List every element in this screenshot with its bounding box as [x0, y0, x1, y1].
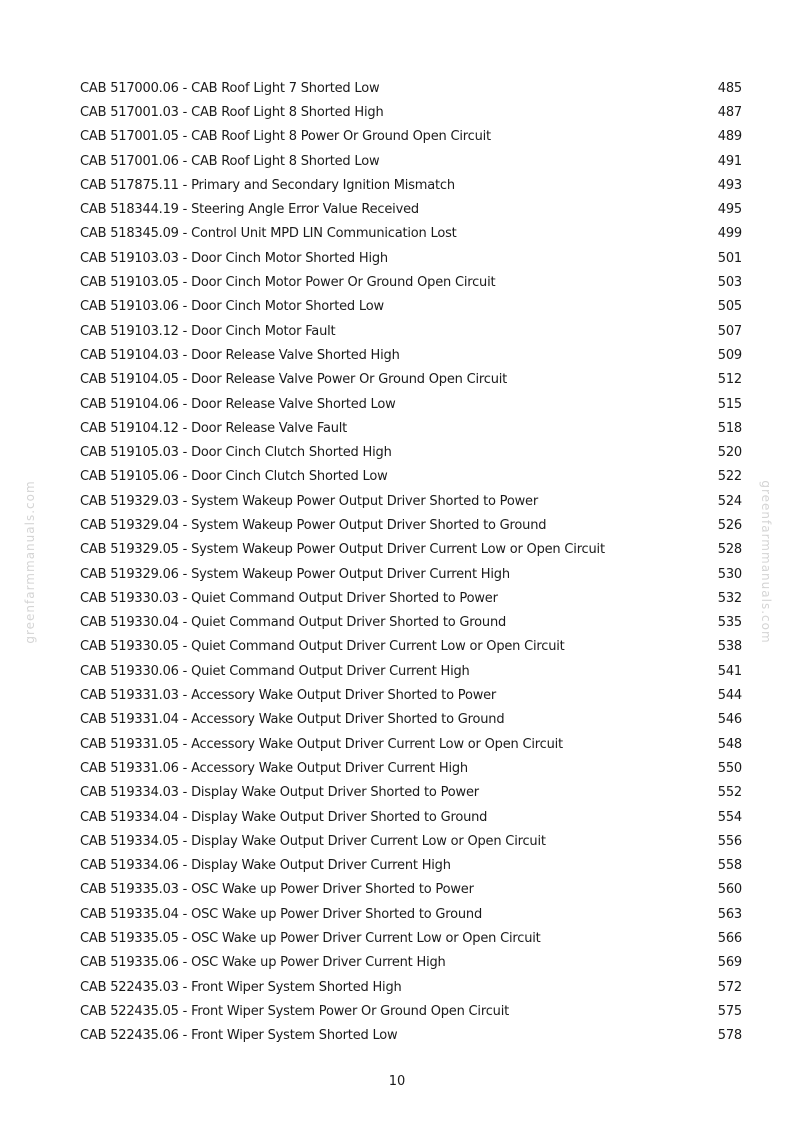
toc-entry[interactable]: [80, 902, 742, 926]
toc-entry-page: 569: [717, 955, 742, 971]
toc-entry-page: 503: [717, 275, 742, 291]
toc-entry[interactable]: [80, 489, 742, 513]
toc-entry-title: CAB 518345.09 - Control Unit MPD LIN Communication Lost: [80, 226, 457, 242]
toc-entry[interactable]: [80, 732, 742, 756]
toc-entry[interactable]: [80, 440, 742, 464]
toc-entry-page: 578: [717, 1028, 742, 1044]
toc-entry-page: 532: [717, 590, 742, 606]
toc-entry-title: CAB 519105.06 - Door Cinch Clutch Shorted Low: [80, 469, 388, 485]
toc-entry[interactable]: [80, 1024, 742, 1048]
toc-entry-title: CAB 517875.11 - Primary and Secondary Ignition Mismatch: [80, 177, 455, 193]
toc-entry-page: 509: [717, 347, 742, 363]
toc-entry[interactable]: [80, 708, 742, 732]
toc-entry[interactable]: [80, 125, 742, 149]
toc-entry-title: CAB 519330.05 - Quiet Command Output Driver Current Low or Open Circuit: [80, 639, 565, 655]
toc-entry-title: CAB 519330.03 - Quiet Command Output Driver Shorted to Power: [80, 590, 498, 606]
toc-entry-title: CAB 517001.05 - CAB Roof Light 8 Power Or Ground Open Circuit: [80, 129, 491, 145]
toc-entry[interactable]: [80, 635, 742, 659]
toc-entry[interactable]: [80, 829, 742, 853]
toc-entry[interactable]: [80, 149, 742, 173]
toc-entry-page: 518: [717, 420, 742, 436]
toc-entry-title: CAB 519335.05 - OSC Wake up Power Driver Current Low or Open Circuit: [80, 931, 541, 947]
toc-entry-title: CAB 519104.05 - Door Release Valve Power Or Ground Open Circuit: [80, 372, 508, 388]
toc-entry-title: CAB 519329.05 - System Wakeup Power Output Driver Current Low or Open Circuit: [80, 542, 605, 558]
toc-entry-title: CAB 518344.19 - Steering Angle Error Value Received: [80, 202, 419, 218]
toc-entry-title: CAB 519103.05 - Door Cinch Motor Power Or Ground Open Circuit: [80, 275, 496, 291]
toc-entry[interactable]: [80, 295, 742, 319]
toc-entry-page: 541: [717, 663, 742, 679]
toc-entry[interactable]: [80, 222, 742, 246]
toc-entry[interactable]: [80, 659, 742, 683]
toc-entry-title: CAB 519103.06 - Door Cinch Motor Shorted Low: [80, 299, 384, 315]
toc-entry[interactable]: [80, 854, 742, 878]
toc-entry[interactable]: [80, 999, 742, 1023]
toc-entry-title: CAB 519334.05 - Display Wake Output Driver Current Low or Open Circuit: [80, 833, 546, 849]
table-of-contents: [80, 76, 742, 1048]
toc-entry-page: 566: [717, 931, 742, 947]
toc-entry-title: CAB 517001.03 - CAB Roof Light 8 Shorted High: [80, 104, 384, 120]
toc-entry-page: 563: [717, 906, 742, 922]
toc-entry[interactable]: [80, 975, 742, 999]
toc-entry-title: CAB 519334.06 - Display Wake Output Driver Current High: [80, 858, 451, 874]
toc-entry-title: CAB 519335.06 - OSC Wake up Power Driver Current High: [80, 955, 446, 971]
toc-entry-title: CAB 519103.12 - Door Cinch Motor Fault: [80, 323, 336, 339]
toc-entry-page: 560: [717, 882, 742, 898]
toc-entry[interactable]: [80, 756, 742, 780]
toc-entry[interactable]: [80, 683, 742, 707]
toc-entry-page: 526: [717, 517, 742, 533]
toc-entry[interactable]: [80, 392, 742, 416]
toc-entry-title: CAB 519335.04 - OSC Wake up Power Driver Shorted to Ground: [80, 906, 483, 922]
toc-entry-page: 520: [717, 445, 742, 461]
toc-entry[interactable]: [80, 173, 742, 197]
toc-entry-title: CAB 519329.04 - System Wakeup Power Output Driver Shorted to Ground: [80, 517, 547, 533]
toc-entry[interactable]: [80, 368, 742, 392]
toc-entry-title: CAB 519330.06 - Quiet Command Output Driver Current High: [80, 663, 470, 679]
toc-entry-page: 544: [717, 688, 742, 704]
toc-entry-page: 530: [717, 566, 742, 582]
toc-entry-title: CAB 519104.06 - Door Release Valve Shorted Low: [80, 396, 396, 412]
toc-entry-page: 546: [717, 712, 742, 728]
toc-entry[interactable]: [80, 270, 742, 294]
toc-entry[interactable]: [80, 246, 742, 270]
toc-entry-title: CAB 519334.03 - Display Wake Output Driver Shorted to Power: [80, 785, 479, 801]
watermark-left: greenfarmmanuals.com: [23, 480, 37, 644]
toc-entry[interactable]: [80, 878, 742, 902]
toc-entry-page: 507: [717, 323, 742, 339]
toc-entry-page: 548: [717, 736, 742, 752]
toc-entry-page: 575: [717, 1003, 742, 1019]
toc-entry[interactable]: [80, 586, 742, 610]
toc-entry-page: 558: [717, 858, 742, 874]
toc-entry-title: CAB 519329.03 - System Wakeup Power Output Driver Shorted to Power: [80, 493, 538, 509]
toc-entry-title: CAB 519104.03 - Door Release Valve Shorted High: [80, 347, 400, 363]
toc-entry-page: 485: [717, 80, 742, 96]
toc-entry-title: CAB 517000.06 - CAB Roof Light 7 Shorted Low: [80, 80, 380, 96]
toc-entry-page: 491: [717, 153, 742, 169]
toc-entry-title: CAB 522435.05 - Front Wiper System Power Or Ground Open Circuit: [80, 1003, 510, 1019]
toc-entry-page: 538: [717, 639, 742, 655]
toc-entry[interactable]: [80, 513, 742, 537]
toc-entry-page: 501: [717, 250, 742, 266]
toc-entry-title: CAB 519103.03 - Door Cinch Motor Shorted High: [80, 250, 388, 266]
page-number: 10: [388, 1074, 406, 1089]
toc-entry[interactable]: [80, 562, 742, 586]
toc-entry-page: 487: [717, 104, 742, 120]
toc-entry[interactable]: [80, 611, 742, 635]
toc-entry-title: CAB 519334.04 - Display Wake Output Driver Shorted to Ground: [80, 809, 488, 825]
toc-entry-title: CAB 519331.03 - Accessory Wake Output Driver Shorted to Power: [80, 688, 497, 704]
toc-entry[interactable]: [80, 465, 742, 489]
toc-entry-title: CAB 522435.06 - Front Wiper System Shorted Low: [80, 1028, 398, 1044]
toc-entry-page: 554: [717, 809, 742, 825]
toc-entry[interactable]: [80, 805, 742, 829]
toc-entry[interactable]: [80, 416, 742, 440]
toc-entry-page: 489: [717, 129, 742, 145]
toc-entry-page: 515: [717, 396, 742, 412]
toc-entry[interactable]: [80, 100, 742, 124]
toc-entry-title: CAB 519335.03 - OSC Wake up Power Driver Shorted to Power: [80, 882, 474, 898]
toc-entry[interactable]: [80, 319, 742, 343]
toc-entry-title: CAB 519329.06 - System Wakeup Power Output Driver Current High: [80, 566, 510, 582]
toc-entry-page: 524: [717, 493, 742, 509]
toc-entry-page: 499: [717, 226, 742, 242]
toc-entry-page: 556: [717, 833, 742, 849]
toc-entry-title: CAB 519330.04 - Quiet Command Output Driver Shorted to Ground: [80, 615, 507, 631]
toc-entry-page: 505: [717, 299, 742, 315]
toc-entry[interactable]: [80, 197, 742, 221]
toc-entry-title: CAB 519105.03 - Door Cinch Clutch Shorted High: [80, 445, 392, 461]
toc-entry-page: 495: [717, 202, 742, 218]
toc-entry[interactable]: [80, 538, 742, 562]
toc-entry-title: CAB 519331.04 - Accessory Wake Output Driver Shorted to Ground: [80, 712, 505, 728]
toc-entry-page: 522: [717, 469, 742, 485]
toc-entry-title: CAB 517001.06 - CAB Roof Light 8 Shorted Low: [80, 153, 380, 169]
toc-entry-title: CAB 519331.06 - Accessory Wake Output Driver Current High: [80, 760, 468, 776]
toc-entry-title: CAB 522435.03 - Front Wiper System Shorted High: [80, 979, 402, 995]
toc-entry[interactable]: [80, 926, 742, 950]
toc-entry-page: 512: [717, 372, 742, 388]
toc-entry-page: 572: [717, 979, 742, 995]
toc-entry-page: 535: [717, 615, 742, 631]
watermark-right: greenfarmmanuals.com: [759, 480, 773, 644]
toc-entry-title: CAB 519104.12 - Door Release Valve Fault: [80, 420, 348, 436]
toc-entry-title: CAB 519331.05 - Accessory Wake Output Driver Current Low or Open Circuit: [80, 736, 563, 752]
toc-entry-page: 528: [717, 542, 742, 558]
toc-entry[interactable]: [80, 343, 742, 367]
toc-entry-page: 550: [717, 760, 742, 776]
toc-entry-page: 552: [717, 785, 742, 801]
toc-entry[interactable]: [80, 951, 742, 975]
toc-entry[interactable]: [80, 76, 742, 100]
toc-entry[interactable]: [80, 781, 742, 805]
toc-entry-page: 493: [717, 177, 742, 193]
